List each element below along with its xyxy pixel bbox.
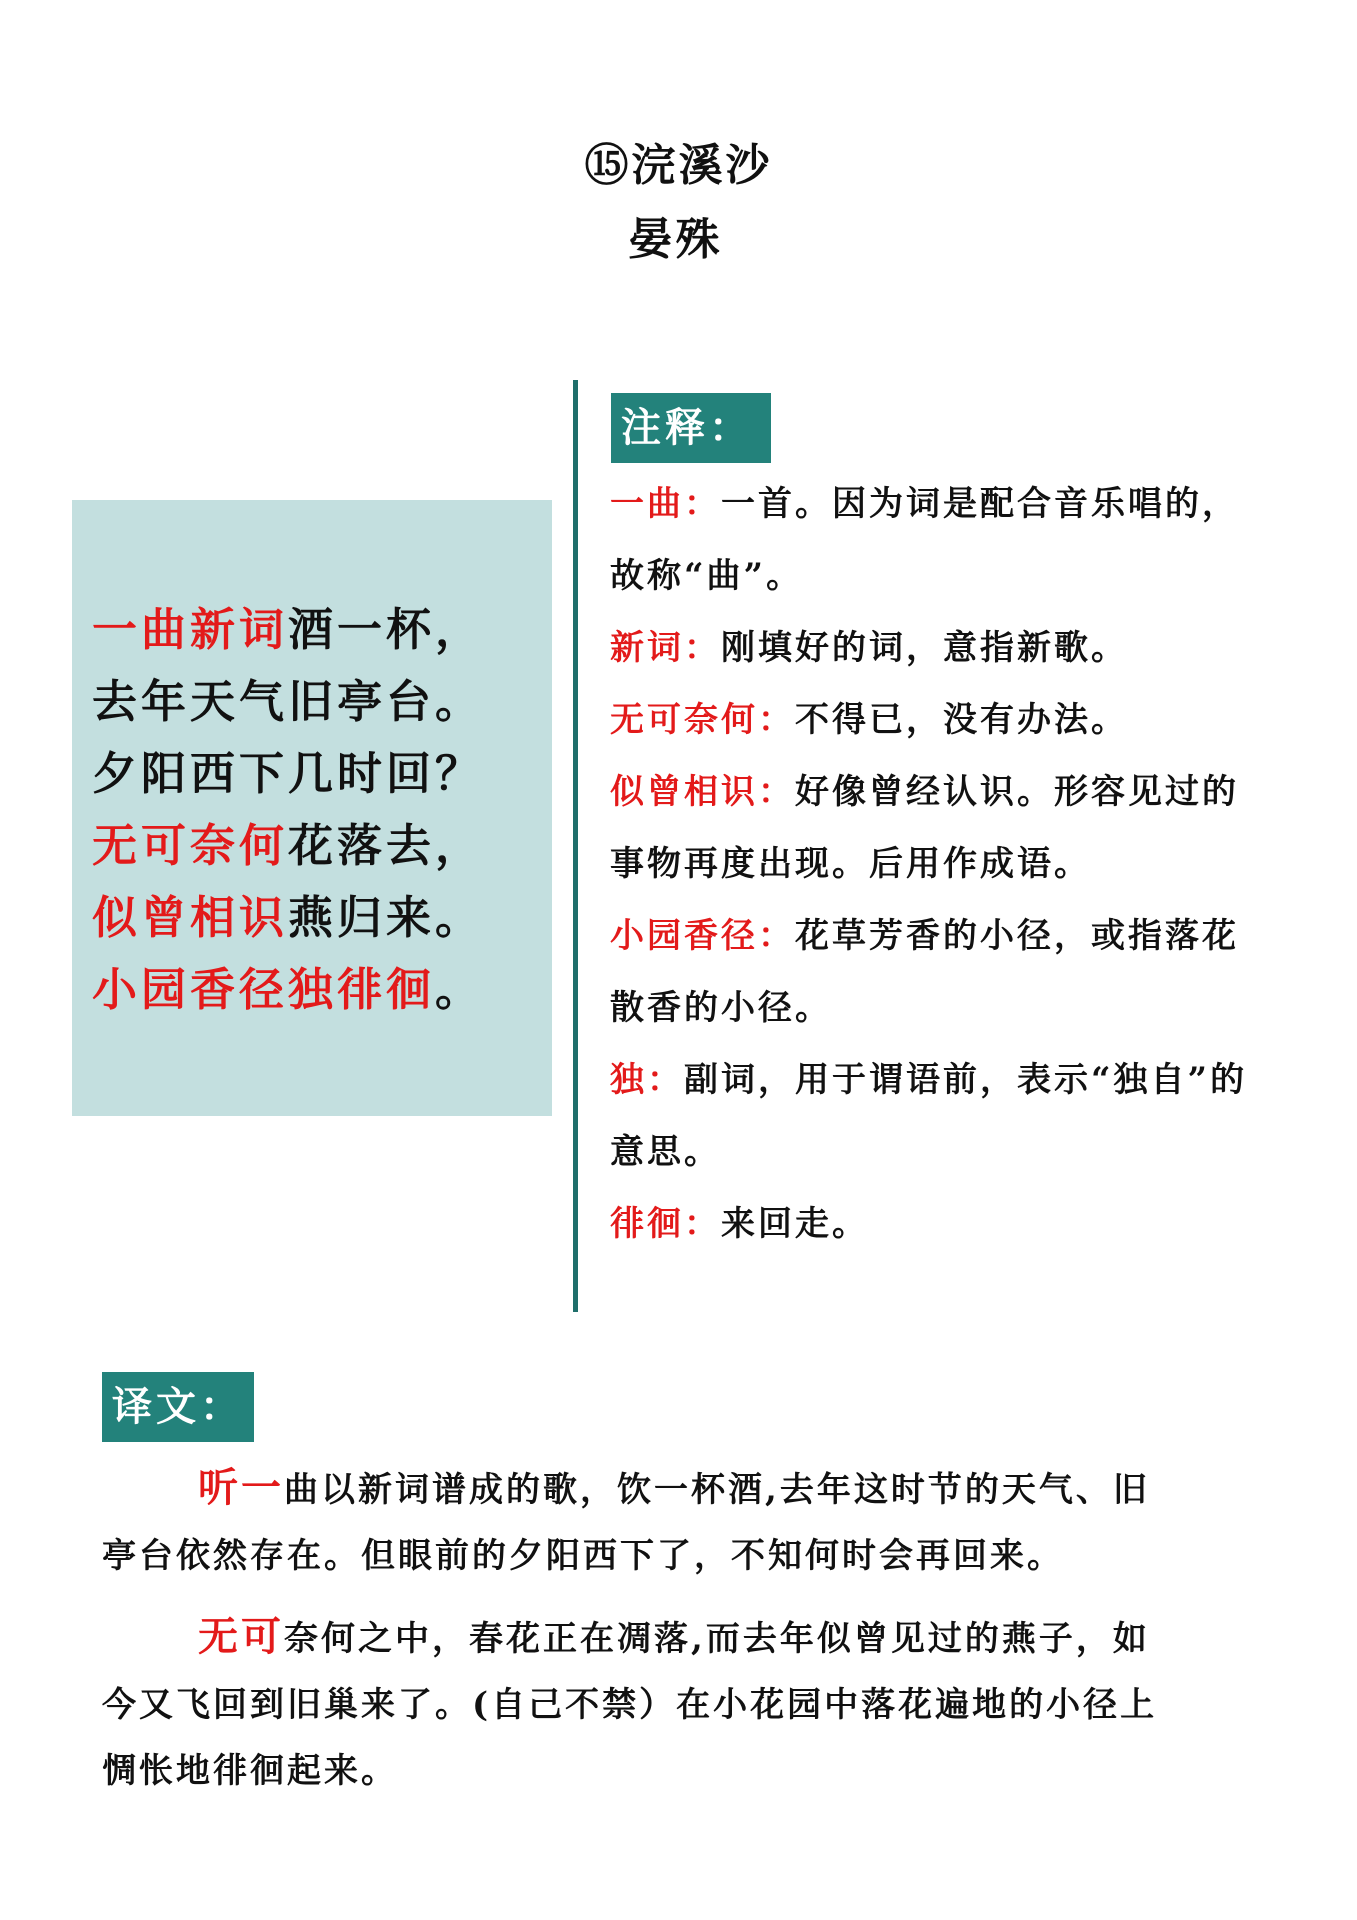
translation-text: 曲以新词谱成的歌，饮一杯酒,去年这时节的天气、旧 <box>284 1470 1150 1510</box>
poem-line <box>92 960 484 1020</box>
note-text: 来回走。 <box>721 1204 869 1244</box>
note-text: 刚填好的词，意指新歌。 <box>721 628 1128 668</box>
note-text-cont: 散香的小径。 <box>610 988 832 1028</box>
poem-keyword: 一曲新词 <box>92 603 289 656</box>
poem-line <box>92 816 484 876</box>
vertical-divider <box>573 380 578 1312</box>
poem-box <box>72 500 552 1116</box>
poem-line <box>92 744 484 804</box>
translation-highlight: 听一 <box>198 1464 284 1511</box>
note-text: 花草芳香的小径，或指落花 <box>795 916 1239 956</box>
note-text: 一首。因为词是配合音乐唱的， <box>721 484 1239 524</box>
translation-text: 惆怅地徘徊起来。 <box>102 1751 398 1791</box>
note-item <box>610 1044 1330 1188</box>
note-text-cont: 意思。 <box>610 1132 721 1172</box>
translation-text: 今又飞回到旧巢来了。(自己不禁）在小花园中落花遍地的小径上 <box>102 1685 1158 1725</box>
note-item <box>610 612 1330 684</box>
note-item <box>610 684 1330 756</box>
note-item <box>610 468 1330 612</box>
note-text: 不得已，没有办法。 <box>795 700 1128 740</box>
notes-label: 注释： <box>611 393 771 463</box>
note-text: 副词，用于谓语前，表示“独自”的 <box>684 1060 1248 1100</box>
note-term: 独： <box>610 1060 684 1100</box>
poem-line <box>92 600 484 660</box>
note-item <box>610 900 1330 1044</box>
note-item <box>610 756 1330 900</box>
note-term: 无可奈何： <box>610 700 795 740</box>
poem-title: ⑮浣溪沙 <box>584 140 773 191</box>
note-term: 似曾相识： <box>610 772 795 812</box>
translation-paragraph-2 <box>102 1604 1282 1804</box>
poem-text: 去年天气旧亭台。 <box>92 675 485 728</box>
poem-text: 燕归来。 <box>288 891 485 944</box>
note-text-cont: 事物再度出现。后用作成语。 <box>610 844 1091 884</box>
poem-text: 夕阳西下几时回？ <box>92 747 485 800</box>
note-term: 一曲： <box>610 484 721 524</box>
poem-text: 酒一杯， <box>288 603 485 656</box>
poem-text: 花落去， <box>288 819 485 872</box>
note-term: 徘徊： <box>610 1204 721 1244</box>
note-term: 小园香径： <box>610 916 795 956</box>
poem-keyword: 小园香径独徘徊 <box>92 963 436 1016</box>
translation-text: 亭台依然存在。但眼前的夕阳西下了，不知何时会再回来。 <box>102 1536 1064 1576</box>
note-item <box>610 1188 1330 1260</box>
translation-text: 奈何之中，春花正在凋落,而去年似曾见过的燕子，如 <box>284 1619 1150 1659</box>
translation-highlight: 无可 <box>198 1613 284 1660</box>
note-text-cont: 故称“曲”。 <box>610 556 804 596</box>
poem-keyword: 无可奈何 <box>92 819 289 872</box>
poem-keyword: 似曾相识 <box>92 891 289 944</box>
note-text: 好像曾经认识。形容见过的 <box>795 772 1239 812</box>
poem-line <box>92 888 484 948</box>
poem-author: 晏殊 <box>628 214 723 265</box>
poem-text: 。 <box>435 963 485 1016</box>
translation-paragraph-1 <box>102 1455 1282 1589</box>
note-term: 新词： <box>610 628 721 668</box>
poem-line <box>92 672 484 732</box>
translation-label: 译文： <box>102 1372 254 1442</box>
